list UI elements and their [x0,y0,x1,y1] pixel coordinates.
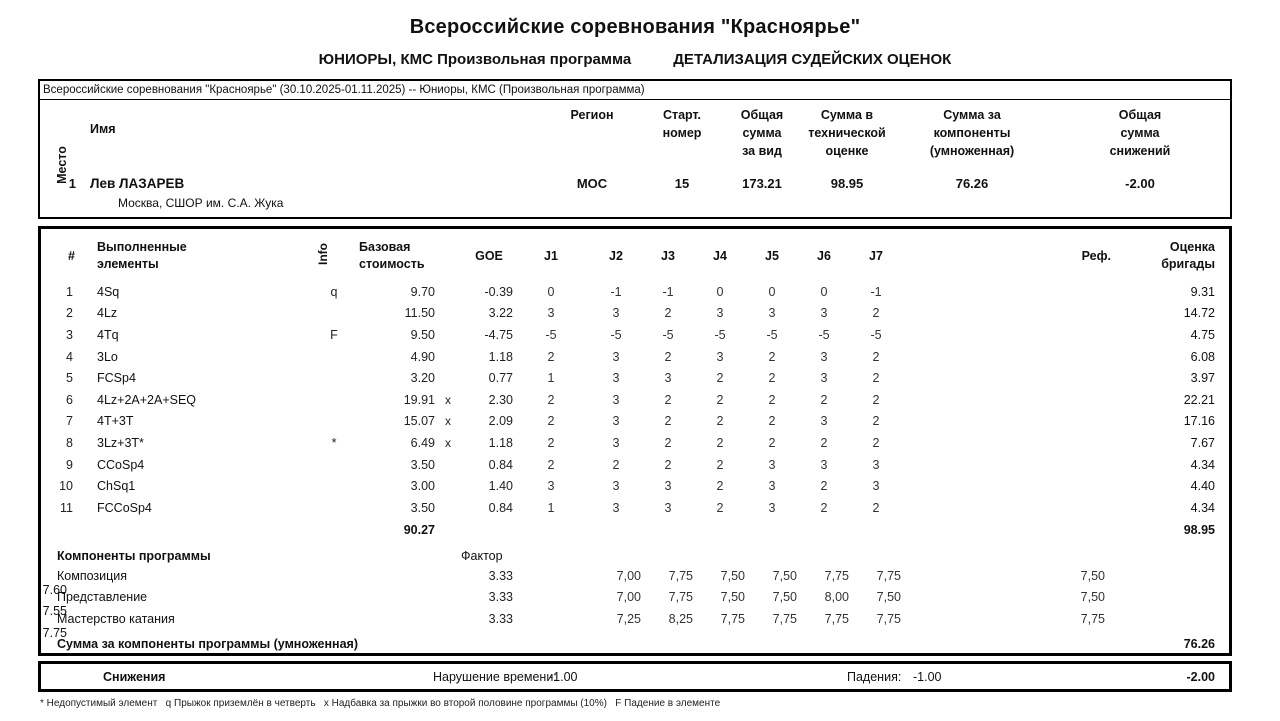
element-number: 7 [66,414,73,429]
judge-6-score: 2 [820,392,828,407]
element-panel-score: 4.34 [1190,500,1215,515]
judge-2-component-score: 7,75 [668,590,693,605]
element-name: 4Lz [97,306,118,321]
judge-6-score: 2 [820,500,828,515]
skater-start-number: 15 [674,176,690,192]
start-number-column-header: Старт. номер [662,108,702,141]
element-name: 4Sq [97,284,120,299]
element-number: 3 [66,327,73,342]
skater-technical-score: 98.95 [830,176,864,192]
judge-2-score: 2 [612,457,620,472]
skater-club: Москва, СШОР им. С.А. Жука [118,196,284,211]
component-row [41,568,1229,597]
summary-header-row [40,106,1230,160]
element-name: 4Tq [97,327,119,342]
element-bonus-mark: x [445,414,451,429]
element-number: 11 [60,500,73,515]
skater-identity [90,174,542,210]
judge-4-score: 3 [716,349,724,364]
element-base-value: 9.70 [410,284,435,299]
element-info-flag: F [330,327,338,342]
components-section-header [41,543,1229,569]
skater-deductions-total: -2.00 [1125,176,1155,192]
competition-title: Всероссийские соревнования "Красноярье" [409,16,861,38]
element-goe: 0.84 [488,500,513,515]
element-panel-score: 9.31 [1190,284,1215,299]
judge-3-score: -1 [662,284,674,299]
falls-label: Падения: [847,669,902,684]
component-panel-score: 7.75 [42,625,67,640]
judge-3-score: 2 [664,414,672,429]
judge-2-score: -5 [610,327,622,342]
goe-header: GOE [475,248,503,263]
judge-6-score: 3 [820,457,828,472]
judge-4-score: 2 [716,479,724,494]
judge-2-score: 3 [612,349,620,364]
judge-1-score: 2 [547,435,555,450]
element-base-value: 9.50 [410,327,435,342]
referee-header: Реф. [1081,248,1111,263]
judge-3-score: 2 [664,349,672,364]
judges-detail-table [38,226,1232,656]
component-name: Композиция [57,568,128,583]
judge-6-score: 2 [820,479,828,494]
element-info-flag: * [331,435,337,450]
judge-1-score: 2 [547,392,555,407]
info-column-header: Info [316,243,330,265]
skater-place: 1 [68,176,76,192]
judge-1-component-score: 7,00 [616,590,641,605]
judge-6-score: 2 [820,435,828,450]
judge-4-score: 0 [716,284,724,299]
element-name: CCoSp4 [97,457,145,472]
skater-result-row [40,174,1230,210]
component-panel-score: 7.60 [42,582,67,597]
judge-2-header: J2 [609,248,623,263]
element-goe: 2.09 [488,414,513,429]
judge-5-score: 2 [768,349,776,364]
element-goe: -0.39 [484,284,513,299]
element-row [41,454,1229,476]
elements-header-row [41,231,1229,281]
judge-6-header: J6 [817,248,831,263]
base-value-header: Базовая стоимость [359,240,425,271]
detail-subtitle: ДЕТАЛИЗАЦИЯ СУДЕЙСКИХ ОЦЕНОК [673,51,952,68]
judge-7-score: 2 [872,306,880,321]
element-panel-score: 4.34 [1190,457,1215,472]
element-row [41,324,1229,346]
element-row [41,389,1229,411]
element-row [41,367,1229,389]
judge-7-score: 2 [872,349,880,364]
judge-7-score: 2 [872,392,880,407]
judge-4-score: -5 [714,327,726,342]
judge-1-header: J1 [544,248,558,263]
judge-5-component-score: 7,75 [824,611,849,626]
judge-4-component-score: 7,75 [772,611,797,626]
component-panel-score: 7.55 [42,604,67,619]
judge-5-score: 3 [768,306,776,321]
judge-3-score: 3 [664,371,672,386]
element-panel-score: 4.40 [1190,479,1215,494]
technical-score-total: 98.95 [1183,522,1215,537]
judge-1-score: 3 [547,306,555,321]
judge-5-score: 2 [768,414,776,429]
judge-4-score: 2 [716,371,724,386]
element-base-value: 11.50 [404,306,435,321]
element-name: 3Lz+3T* [97,435,144,450]
element-number: 10 [59,479,73,494]
judge-1-score: -5 [545,327,557,342]
category-subtitle: ЮНИОРЫ, КМС Произвольная программа [318,51,632,68]
judge-3-score: 2 [664,306,672,321]
judge-6-score: 0 [820,284,828,299]
element-goe: 3.22 [488,306,513,321]
judge-3-score: -5 [662,327,674,342]
judge-3-score: 3 [664,479,672,494]
judge-3-component-score: 7,75 [720,611,745,626]
judge-7-score: 2 [872,435,880,450]
element-row [41,475,1229,497]
judge-3-score: 3 [664,500,672,515]
judge-4-score: 3 [716,306,724,321]
deductions-total-value: -2.00 [1186,669,1215,684]
judge-3-score: 2 [664,435,672,450]
judge-5-score: -5 [766,327,778,342]
element-panel-score: 17.16 [1183,414,1215,429]
judge-6-score: 3 [820,349,828,364]
judge-1-score: 0 [547,284,555,299]
element-number: 6 [66,392,73,407]
component-name: Мастерство катания [57,611,175,626]
judge-3-component-score: 7,50 [720,590,745,605]
element-panel-score: 4.75 [1190,327,1215,342]
judge-2-score: 3 [612,435,620,450]
legend-footnote: * Недопустимый элемент q Прыжок приземлён в четверть x Надбавка за прыжки во второй половине программы (10%) F Падение в элементе [40,698,721,709]
judge-5-score: 0 [768,284,776,299]
components-sum-label: Сумма за компоненты программы (умноженная) [57,637,358,652]
judge-3-header: J3 [661,248,675,263]
factor-label: Фактор [461,548,503,563]
element-number-header: # [68,248,75,263]
page-subtitle [38,51,1232,68]
element-bonus-mark: x [445,392,451,407]
judge-4-score: 2 [716,500,724,515]
judge-7-component-score: 7,50 [1080,568,1105,583]
judge-7-score: 2 [872,500,880,515]
element-base-value: 3.00 [410,479,435,494]
element-goe: 1.18 [488,349,513,364]
judge-1-score: 2 [547,349,555,364]
judge-1-score: 1 [547,500,555,515]
element-goe: 2.30 [488,392,513,407]
time-violation-value: -1.00 [549,669,578,684]
judge-7-score: 2 [872,371,880,386]
element-row [41,346,1229,368]
element-name: FCCoSp4 [97,500,152,515]
element-goe: 1.18 [488,435,513,450]
component-factor: 3.33 [488,568,513,583]
judge-4-header: J4 [713,248,727,263]
judge-7-score: 2 [872,414,880,429]
judge-4-score: 2 [716,392,724,407]
judge-7-score: 3 [872,479,880,494]
judge-4-score: 2 [716,435,724,450]
place-column-header: Место [55,146,69,184]
judge-3-component-score: 7,50 [720,568,745,583]
skater-region: МОС [576,176,608,192]
judge-5-score: 2 [768,435,776,450]
element-name: FCSp4 [97,371,136,386]
judge-1-component-score: 7,25 [616,611,641,626]
element-panel-score: 14.72 [1183,306,1215,321]
component-factor: 3.33 [488,611,513,626]
judge-7-score: 3 [872,457,880,472]
elements-total-row [41,519,1229,541]
result-summary-table [38,79,1232,219]
judge-7-component-score: 7,75 [1080,611,1105,626]
element-panel-score: 6.08 [1190,349,1215,364]
element-base-value: 4.90 [410,349,435,364]
technical-score-column-header: Сумма в технической оценке [808,108,886,159]
executed-elements-header: Выполненные элементы [97,240,187,271]
judge-2-component-score: 7,75 [668,568,693,583]
element-base-value: 15.07 [403,414,435,429]
element-base-value: 3.20 [410,371,435,386]
judge-5-score: 2 [768,392,776,407]
judge-1-score: 3 [547,479,555,494]
element-number: 8 [66,435,73,450]
element-goe: 0.84 [488,457,513,472]
judge-1-component-score: 7,00 [616,568,641,583]
protocol-sheet [38,0,1232,709]
judge-5-score: 3 [768,457,776,472]
components-sum-row [41,633,1229,655]
judge-5-score: 2 [768,371,776,386]
panel-score-header: Оценка бригады [1161,240,1215,271]
event-info-line: Всероссийские соревнования "Красноярье" (30.10.2025-01.11.2025) -- Юниоры, КМС (Произвольная программа) [40,81,1230,100]
judge-4-score: 2 [716,457,724,472]
deductions-table [38,661,1232,692]
element-row [41,303,1229,325]
judge-2-score: 3 [612,392,620,407]
judge-3-score: 2 [664,457,672,472]
judge-5-component-score: 7,75 [824,568,849,583]
element-panel-score: 3.97 [1190,371,1215,386]
components-score-column-header: Сумма за компоненты (умноженная) [929,108,1015,159]
region-column-header: Регион [570,108,614,122]
element-number: 5 [66,371,73,386]
judge-2-score: 3 [612,371,620,386]
skater-total-score: 173.21 [742,176,782,192]
element-name: ChSq1 [97,479,136,494]
total-score-column-header: Общая сумма за вид [740,108,784,159]
judge-5-component-score: 8,00 [824,590,849,605]
judge-1-score: 2 [547,457,555,472]
judge-3-score: 2 [664,392,672,407]
base-value-total: 90.27 [403,522,435,537]
element-name: 4Lz+2A+2A+SEQ [97,392,197,407]
element-row [41,432,1229,454]
judge-5-score: 3 [768,500,776,515]
element-base-value: 19.91 [403,392,435,407]
element-number: 1 [66,284,73,299]
element-goe: -4.75 [484,327,513,342]
deductions-label: Снижения [103,669,166,684]
judge-2-score: 3 [612,500,620,515]
deductions-column-header: Общая сумма снижений [1109,108,1171,159]
judge-4-score: 2 [716,414,724,429]
judge-6-component-score: 7,75 [876,611,901,626]
element-info-flag: q [330,284,338,299]
judge-7-component-score: 7,50 [1080,590,1105,605]
element-bonus-mark: x [445,435,451,450]
judge-5-header: J5 [765,248,779,263]
judge-2-score: 3 [612,414,620,429]
element-base-value: 6.49 [410,435,435,450]
judge-6-score: -5 [818,327,830,342]
element-row [41,281,1229,303]
element-goe: 0.77 [488,371,513,386]
component-name: Представление [57,590,148,605]
element-number: 2 [66,306,73,321]
skater-name: Лев ЛАЗАРЕВ [90,176,185,192]
element-number: 4 [66,349,73,364]
components-sum-value: 76.26 [1183,637,1215,652]
element-panel-score: 22.21 [1183,392,1215,407]
element-name: 3Lo [97,349,118,364]
judge-4-component-score: 7,50 [772,590,797,605]
judge-7-score: -1 [870,284,882,299]
judge-6-component-score: 7,50 [876,590,901,605]
falls-value: -1.00 [913,669,942,684]
judge-2-component-score: 8,25 [668,611,693,626]
judge-2-score: 3 [612,479,620,494]
element-row [41,411,1229,433]
name-column-header: Имя [90,122,116,136]
judge-5-score: 3 [768,479,776,494]
judge-4-component-score: 7,50 [772,568,797,583]
element-base-value: 3.50 [410,457,435,472]
judge-7-score: -5 [870,327,882,342]
time-violation-label: Нарушение времени: [433,669,557,684]
judge-1-score: 2 [547,414,555,429]
element-base-value: 3.50 [410,500,435,515]
element-goe: 1.40 [488,479,513,494]
judge-2-score: -1 [610,284,622,299]
element-name: 4T+3T [97,414,134,429]
judge-6-score: 3 [820,371,828,386]
element-row [41,497,1229,519]
components-section-label: Компоненты программы [57,548,211,563]
element-panel-score: 7.67 [1190,435,1215,450]
judge-6-score: 3 [820,306,828,321]
judge-6-component-score: 7,75 [876,568,901,583]
element-number: 9 [66,457,73,472]
judge-1-score: 1 [547,371,555,386]
judge-7-header: J7 [869,248,883,263]
judge-6-score: 3 [820,414,828,429]
skater-components-score: 76.26 [955,176,989,192]
judge-2-score: 3 [612,306,620,321]
component-factor: 3.33 [488,590,513,605]
